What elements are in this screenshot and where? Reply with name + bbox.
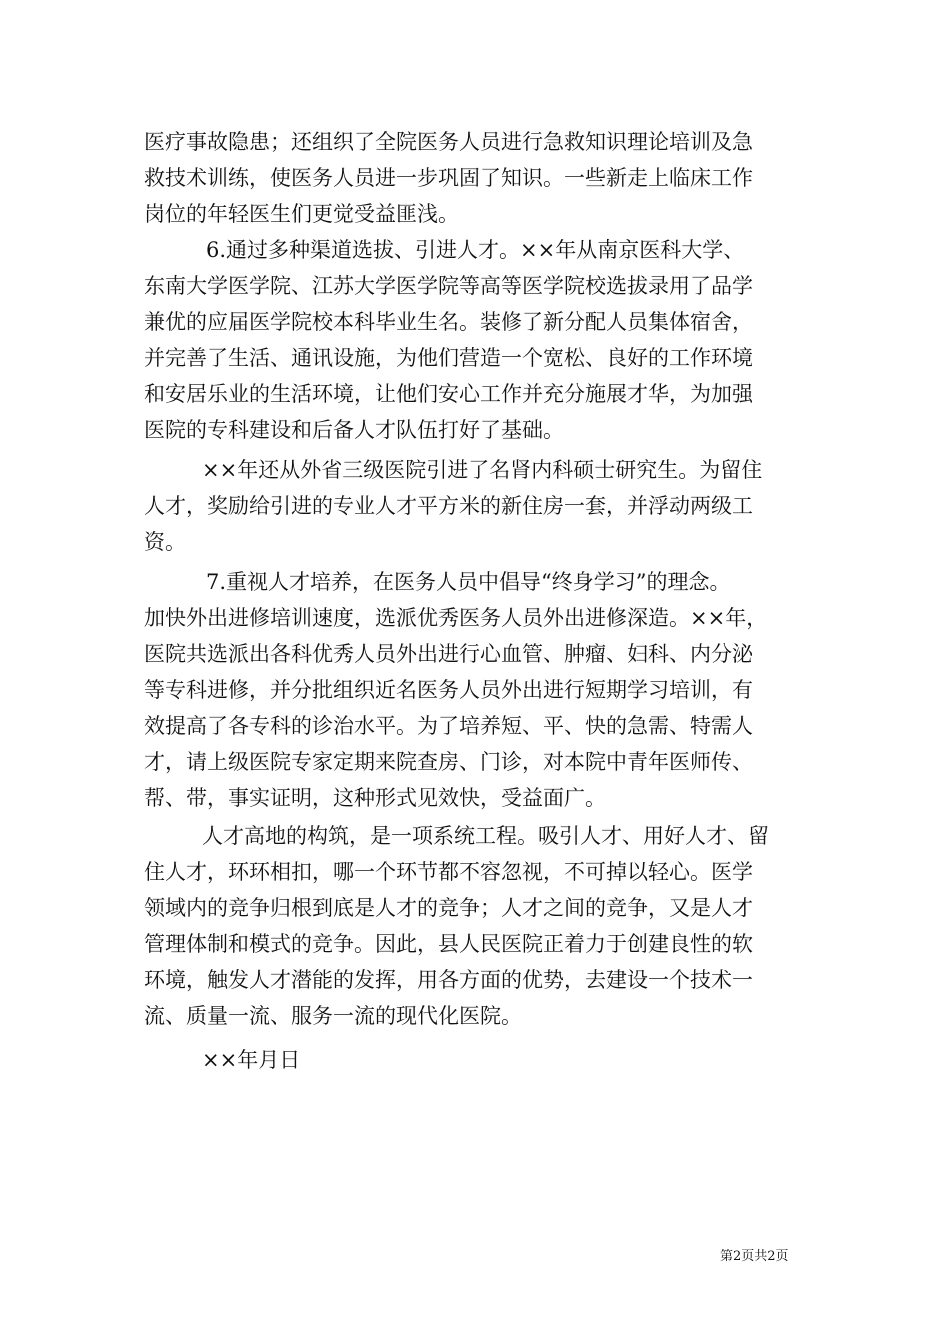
text-line: 医院共选派出各科优秀人员外出进行心血管、肿瘤、妇科、内分泌 <box>144 642 753 666</box>
text-line: 岗位的年轻医生们更觉受益匪浅。 <box>144 202 459 226</box>
text-line: 等专科进修，并分批组织近名医务人员外出进行短期学习培训，有 <box>144 678 753 702</box>
text-line: 7.重视人才培养，在医务人员中倡导“终身学习”的理念。 <box>206 570 731 594</box>
text-line: 人才高地的构筑，是一项系统工程。吸引人才、用好人才、留 <box>202 824 769 848</box>
text-line: 资。 <box>144 530 186 554</box>
text-line: 兼优的应届医学院校本科毕业生名。装修了新分配人员集体宿舍， <box>144 310 753 334</box>
text-line: 并完善了生活、通讯设施，为他们营造一个宽松、良好的工作环境 <box>144 346 753 370</box>
text-line: 6.通过多种渠道选拔、引进人才。××年从南京医科大学、 <box>206 238 745 262</box>
date-line: ××年月日 <box>202 1048 301 1072</box>
text-line: 才，请上级医院专家定期来院查房、门诊，对本院中青年医师传、 <box>144 750 753 774</box>
text-line: 和安居乐业的生活环境，让他们安心工作并充分施展才华，为加强 <box>144 382 753 406</box>
text-line: 医院的专科建设和后备人才队伍打好了基础。 <box>144 418 564 442</box>
text-line: 管理体制和模式的竞争。因此，县人民医院正着力于创建良性的软 <box>144 932 753 956</box>
text-line: 救技术训练，使医务人员进一步巩固了知识。一些新走上临床工作 <box>144 166 753 190</box>
text-line: 医疗事故隐患；还组织了全院医务人员进行急救知识理论培训及急 <box>144 130 753 154</box>
text-line: 人才，奖励给引进的专业人才平方米的新住房一套，并浮动两级工 <box>144 494 753 518</box>
text-line: 领域内的竞争归根到底是人才的竞争；人才之间的竞争，又是人才 <box>144 896 753 920</box>
text-line: 东南大学医学院、江苏大学医学院等高等医学院校选拔录用了品学 <box>144 274 753 298</box>
text-line: 加快外出进修培训速度，选派优秀医务人员外出进修深造。××年， <box>144 606 768 630</box>
text-line: 环境，触发人才潜能的发挥，用各方面的优势，去建设一个技术一 <box>144 968 753 992</box>
text-line: 效提高了各专科的诊治水平。为了培养短、平、快的急需、特需人 <box>144 714 753 738</box>
text-line: ××年还从外省三级医院引进了名肾内科硕士研究生。为留住 <box>202 458 763 482</box>
page-number-footer: 第2页共2页 <box>720 1249 789 1264</box>
text-line: 流、质量一流、服务一流的现代化医院。 <box>144 1004 522 1028</box>
text-line: 住人才，环环相扣，哪一个环节都不容忽视，不可掉以轻心。医学 <box>144 860 753 884</box>
text-line: 帮、带，事实证明，这种形式见效快，受益面广。 <box>144 786 606 810</box>
